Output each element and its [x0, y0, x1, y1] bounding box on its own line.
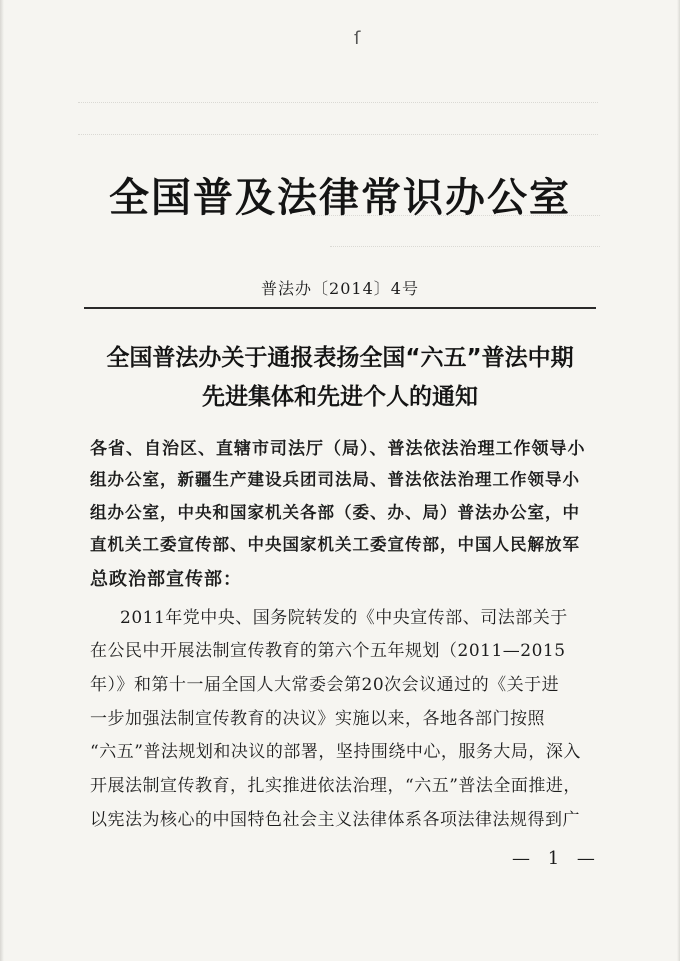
body-paragraph-line: 开展法制宣传教育，扎实推进依法治理，“六五”普法全面推进， [90, 776, 581, 796]
addressee-line: 总政治部宣传部： [90, 569, 242, 590]
body-paragraph-line: 年）》和第十一届全国人大常委会第20次会议通过的《关于进 [90, 675, 560, 695]
page-number: — 1 — [512, 848, 601, 869]
addressee-line: 组办公室，中央和国家机关各部（委、办、局）普法办公室，中 [90, 503, 580, 522]
notice-title-line: 全国普法办关于通报表扬全国“六五”普法中期 [106, 345, 574, 371]
body-paragraph-line: 以宪法为核心的中国特色社会主义法律体系各项法律法规得到广 [90, 810, 580, 830]
addressee-line: 组办公室，新疆生产建设兵团司法局、普法依法治理工作领导小 [90, 470, 580, 489]
office-title: 全国普及法律常识办公室 [109, 175, 571, 221]
addressee-line: 直机关工委宣传部、中央国家机关工委宣传部，中国人民解放军 [90, 535, 580, 554]
body-paragraph-line: 2011年党中央、国务院转发的《中央宣传部、司法部关于 [120, 608, 568, 628]
header-rule [84, 307, 596, 309]
body-paragraph-line: 在公民中开展法制宣传教育的第六个五年规划（2011—2015 [90, 641, 566, 661]
addressee-line: 各省、自治区、直辖市司法厅（局）、普法依法治理工作领导小 [90, 439, 586, 459]
bleed-through-noise [78, 102, 598, 113]
document-number: 普法办〔2014〕4号 [261, 279, 419, 298]
handwritten-mark: ſ [354, 28, 361, 49]
bleed-through-noise [78, 134, 598, 145]
body-paragraph-line: “六五”普法规划和决议的部署，坚持围绕中心，服务大局，深入 [90, 742, 581, 762]
notice-title-line: 先进集体和先进个人的通知 [202, 384, 478, 410]
bleed-through-noise [330, 246, 600, 257]
body-paragraph-line: 一步加强法制宣传教育的决议》实施以来，各地各部门按照 [90, 709, 545, 729]
scan-edge-left [0, 0, 4, 961]
